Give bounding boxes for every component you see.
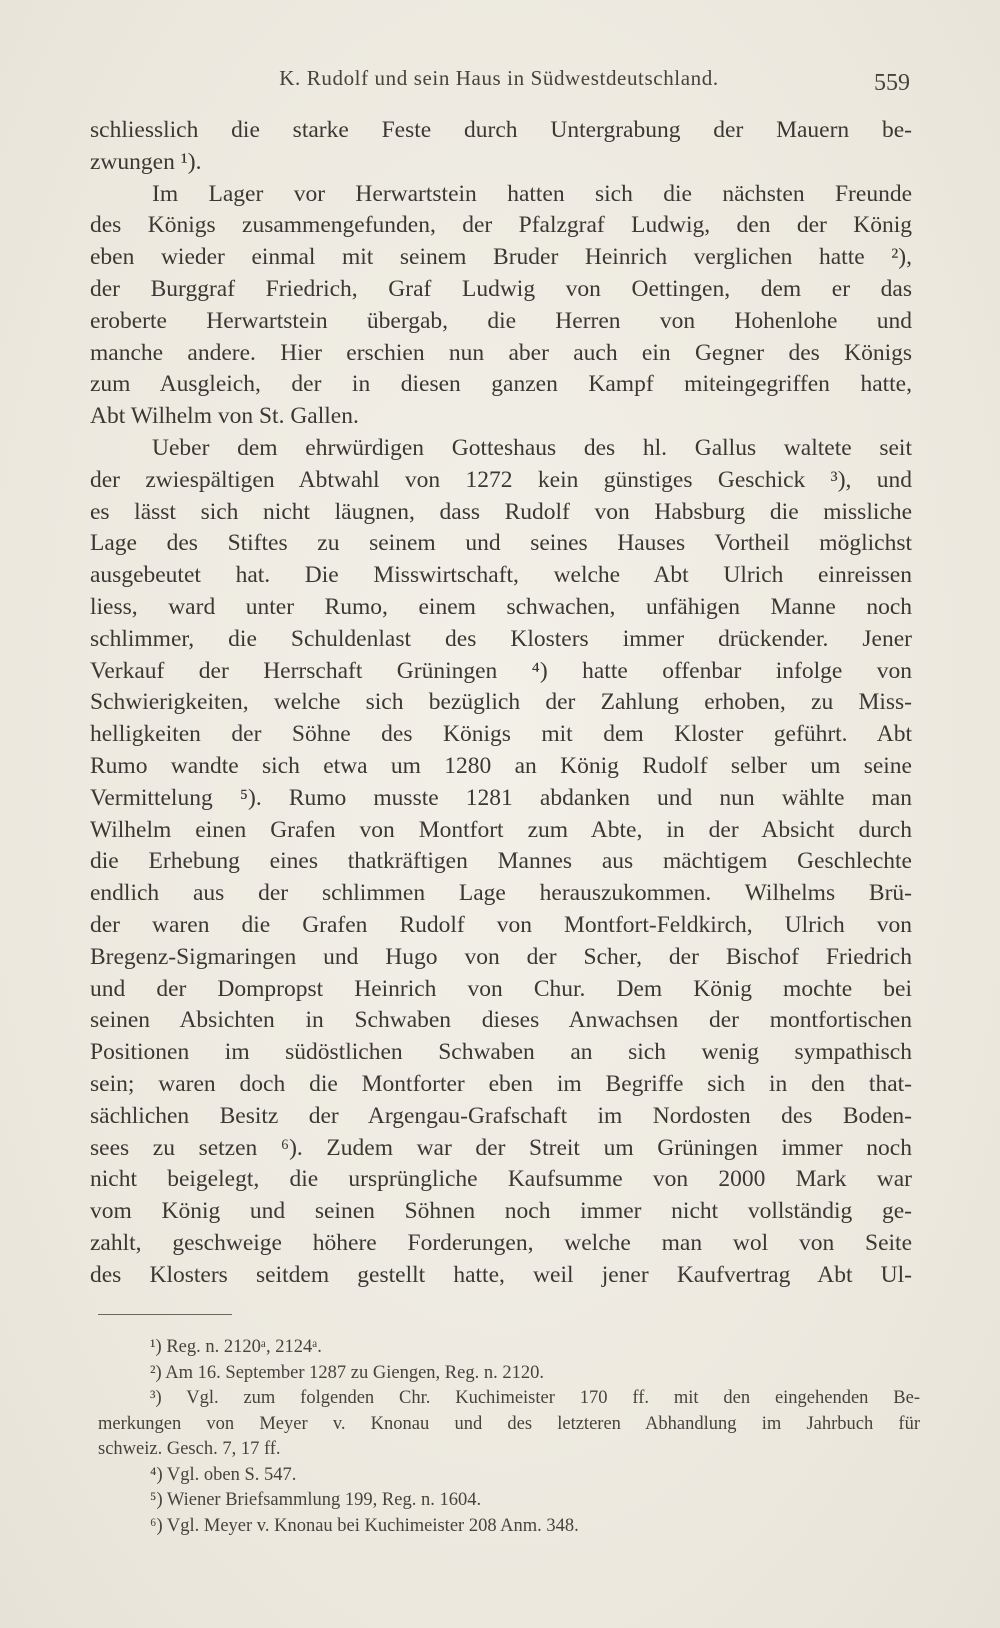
footnote: ⁶) Vgl. Meyer v. Knonau bei Kuchimeister 208 Anm. 348. (150, 1515, 579, 1536)
text-line: sees zu setzen ⁶). Zudem war der Streit um Grüningen immer noch (90, 1134, 912, 1161)
text-line: es lässt sich nicht läugnen, dass Rudolf von Habsburg die missliche (90, 498, 912, 525)
text-line: Positionen im südöstlichen Schwaben an sich wenig sympathisch (90, 1039, 912, 1066)
text-line: sein; waren doch die Montforter eben im Begriffe sich in den that- (90, 1070, 912, 1097)
text-line: des Klosters seitdem gestellt hatte, weil jener Kaufvertrag Abt Ul- (90, 1261, 912, 1288)
text-line: schliesslich die starke Feste durch Untergrabung der Mauern be- (90, 117, 912, 143)
text-line: endlich aus der schlimmen Lage herauszukommen. Wilhelms Brü- (90, 880, 912, 907)
text-line: der waren die Grafen Rudolf von Montfort-Feldkirch, Ulrich von (90, 911, 912, 938)
text-line: und der Dompropst Heinrich von Chur. Dem König mochte bei (90, 975, 912, 1002)
page-number: 559 (874, 70, 910, 96)
text-line: Rumo wandte sich etwa um 1280 an König Rudolf selber um seine (90, 752, 912, 779)
text-line: die Erhebung eines thatkräftigen Mannes aus mächtigem Geschlechte (90, 848, 912, 875)
text-line: zwungen ¹). (90, 148, 202, 175)
text-line: manche andere. Hier erschien nun aber auch ein Gegner des Königs (90, 339, 912, 366)
text-line: eben wieder einmal mit seinem Bruder Heinrich verglichen hatte ²), (90, 244, 912, 271)
text-line: des Königs zusammengefunden, der Pfalzgraf Ludwig, den der König (90, 212, 912, 239)
footnote: ⁴) Vgl. oben S. 547. (150, 1464, 297, 1485)
text-line: Verkauf der Herrschaft Grüningen ⁴) hatte offenbar infolge von (90, 657, 912, 684)
footnote: ²) Am 16. September 1287 zu Giengen, Reg. n. 2120. (150, 1362, 544, 1383)
text-line: Bregenz-Sigmaringen und Hugo von der Scher, der Bischof Friedrich (90, 943, 912, 970)
footnote: ³) Vgl. zum folgenden Chr. Kuchimeister 170 ff. mit den eingehenden Be- (150, 1388, 920, 1408)
text-line: der Burggraf Friedrich, Graf Ludwig von Oettingen, dem er das (90, 275, 912, 302)
text-line: seinen Absichten in Schwaben dieses Anwachsen der montfortischen (90, 1007, 912, 1034)
text-line: schlimmer, die Schuldenlast des Klosters immer drückender. Jener (90, 625, 912, 652)
text-line: zahlt, geschweige höhere Forderungen, welche man wol von Seite (90, 1229, 912, 1256)
text-line: nicht beigelegt, die ursprüngliche Kaufsumme von 2000 Mark war (90, 1166, 912, 1193)
text-line: Abt Wilhelm von St. Gallen. (90, 403, 359, 430)
footnote-continuation: schweiz. Gesch. 7, 17 ff. (98, 1439, 281, 1459)
text-line: ausgebeutet hat. Die Misswirtschaft, welche Abt Ulrich einreissen (90, 562, 912, 589)
text-line: helligkeiten der Söhne des Königs mit dem Kloster geführt. Abt (90, 721, 912, 748)
footnote-continuation: merkungen von Meyer v. Knonau und des letzteren Abhandlung im Jahrbuch für (98, 1413, 920, 1434)
footnotes (98, 1335, 920, 1539)
text-line: Lage des Stiftes zu seinem und seines Hauses Vortheil möglichst (90, 530, 912, 557)
main-text (90, 115, 912, 1291)
text-line: Vermittelung ⁵). Rumo musste 1281 abdanken und nun wählte man (90, 784, 912, 811)
footnote-divider (98, 1314, 232, 1315)
text-line: Schwierigkeiten, welche sich bezüglich der Zahlung erhoben, zu Miss- (90, 689, 912, 716)
text-line: Im Lager vor Herwartstein hatten sich die nächsten Freunde (152, 180, 912, 207)
page-header (88, 60, 910, 100)
text-line: der zwiespältigen Abtwahl von 1272 kein günstiges Geschick ³), und (90, 466, 912, 493)
text-line: Wilhelm einen Grafen von Montfort zum Abte, in der Absicht durch (90, 816, 912, 843)
text-line: Ueber dem ehrwürdigen Gotteshaus des hl. Gallus waltete seit (152, 434, 912, 461)
text-line: eroberte Herwartstein übergab, die Herren von Hohenlohe und (90, 307, 912, 334)
text-line: liess, ward unter Rumo, einem schwachen, unfähigen Manne noch (90, 593, 912, 620)
footnote: ⁵) Wiener Briefsammlung 199, Reg. n. 1604. (150, 1490, 482, 1510)
text-line: sächlichen Besitz der Argengau-Grafschaft im Nordosten des Boden- (90, 1102, 912, 1129)
footnote: ¹) Reg. n. 2120ᵃ, 2124ᵃ. (150, 1337, 322, 1357)
text-line: vom König und seinen Söhnen noch immer nicht vollständig ge- (90, 1198, 912, 1225)
text-line: zum Ausgleich, der in diesen ganzen Kampf miteingegriffen hatte, (90, 371, 912, 398)
running-title: K. Rudolf und sein Haus in Südwestdeutschland. (279, 66, 719, 90)
